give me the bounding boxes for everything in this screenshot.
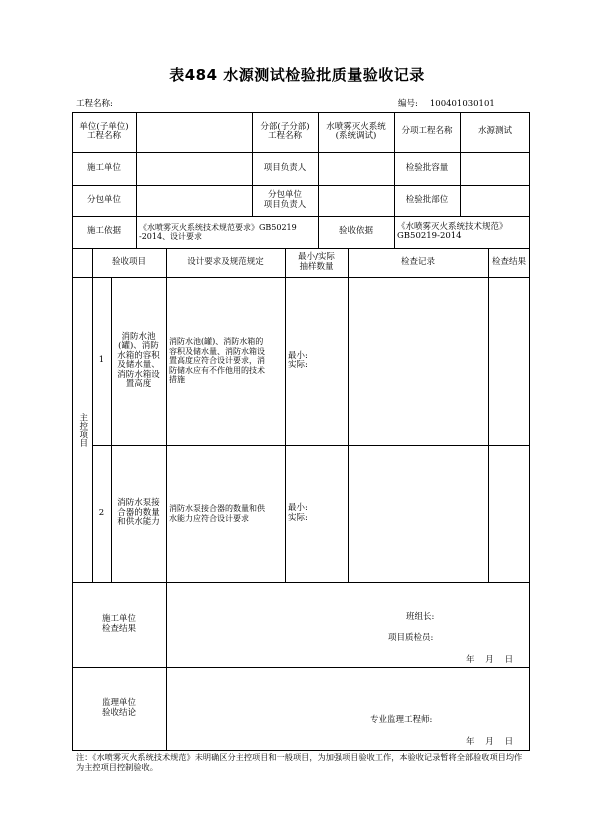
item-2-result[interactable] <box>488 445 530 582</box>
part-name-value: 水喷雾灭火系统 (系统调试) <box>326 121 386 141</box>
batch-part-value[interactable] <box>460 185 530 216</box>
subcontract-lead-label: 分包单位 项目负责人 <box>263 190 307 210</box>
col-result: 检查结果 <box>491 256 526 267</box>
main-items-label-cell <box>72 277 92 582</box>
main-items-label: 主控项目 <box>77 412 88 447</box>
item-1-no: 1 <box>98 355 105 366</box>
construction-check-label: 施工单位 检查结果 <box>101 614 136 634</box>
batch-part-label: 检验批部位 <box>405 194 449 205</box>
acceptance-table <box>72 112 530 750</box>
subitem-name-label: 分项工程名称 <box>401 126 453 137</box>
item-1-sample: 最小: 实际: <box>288 350 308 370</box>
col-sample: 最小/实际 抽样数量 <box>298 252 335 272</box>
item-1-name: 消防水池 (罐)、消防 水箱的容积 及储水量、 消防水箱设 置高度 <box>117 331 160 389</box>
project-lead-value[interactable] <box>318 152 394 185</box>
item-1-result[interactable] <box>488 277 530 445</box>
supervision-label: 监理单位 验收结论 <box>101 698 136 718</box>
subcontract-unit-label: 分包单位 <box>86 194 121 205</box>
acceptance-basis-label: 验收依据 <box>338 226 373 237</box>
construction-unit-label: 施工单位 <box>86 162 121 173</box>
item-1-requirement: 消防水池(罐)、消防水箱的 容积及储水量、消防水箱设 置高度应符合设计要求，消 防储水应有不作他用的技术 措施 <box>169 337 265 385</box>
subcontract-lead-value[interactable] <box>318 185 394 216</box>
basis-value: 《水喷雾灭火系统技术规范要求》GB50219 -2014、设计要求 <box>139 222 297 241</box>
quality-inspector-label: 项目质检员: <box>388 633 434 643</box>
unit-name-value[interactable] <box>136 112 252 152</box>
supervising-engineer-label: 专业监理工程师: <box>370 715 433 725</box>
item-1-record[interactable] <box>348 277 488 445</box>
item-2-record[interactable] <box>348 445 488 582</box>
batch-capacity-value[interactable] <box>460 152 530 185</box>
item-2-sample: 最小: 实际: <box>288 503 308 523</box>
col-item: 验收项目 <box>111 256 146 267</box>
unit-name-label: 单位(子单位) 工程名称 <box>79 121 129 141</box>
item-2-name: 消防水泵接 合器的数量 和供水能力 <box>117 498 160 528</box>
team-leader-label: 班组长: <box>406 612 435 622</box>
acceptance-basis-value: 《水喷雾灭火系统技术规范》 GB50219-2014 <box>397 221 508 241</box>
col-requirement: 设计要求及规范规定 <box>187 256 264 267</box>
number-label: 编号: <box>398 99 418 109</box>
project-name-label: 工程名称: <box>76 99 113 109</box>
footnote: 注：《水喷雾灭火系统技术规范》未明确区分主控项目和一般项目，为加强项目验收工作，本验收记录暂将全部验收项目均作为主控项目控制验收。 <box>76 752 523 772</box>
number-value: 100401030101 <box>429 99 495 109</box>
basis-label: 施工依据 <box>86 226 121 237</box>
subcontract-unit-value[interactable] <box>136 185 252 216</box>
construction-unit-value[interactable] <box>136 152 252 185</box>
item-2-no: 2 <box>98 507 105 518</box>
item-2-requirement: 消防水泵接合器的数量和供 水能力应符合设计要求 <box>169 504 265 523</box>
record-number <box>398 97 495 109</box>
supervision-date: 年 月 日 <box>466 737 514 747</box>
batch-capacity-label: 检验批容量 <box>405 162 449 173</box>
page-title: 表484 水源测试检验批质量验收记录 <box>169 66 425 84</box>
part-name-label: 分部(子分部) 工程名称 <box>260 121 310 141</box>
project-lead-label: 项目负责人 <box>263 162 307 173</box>
construction-date: 年 月 日 <box>466 655 514 665</box>
col-record: 检查记录 <box>400 256 435 267</box>
subitem-name-value: 水源测试 <box>477 126 512 137</box>
